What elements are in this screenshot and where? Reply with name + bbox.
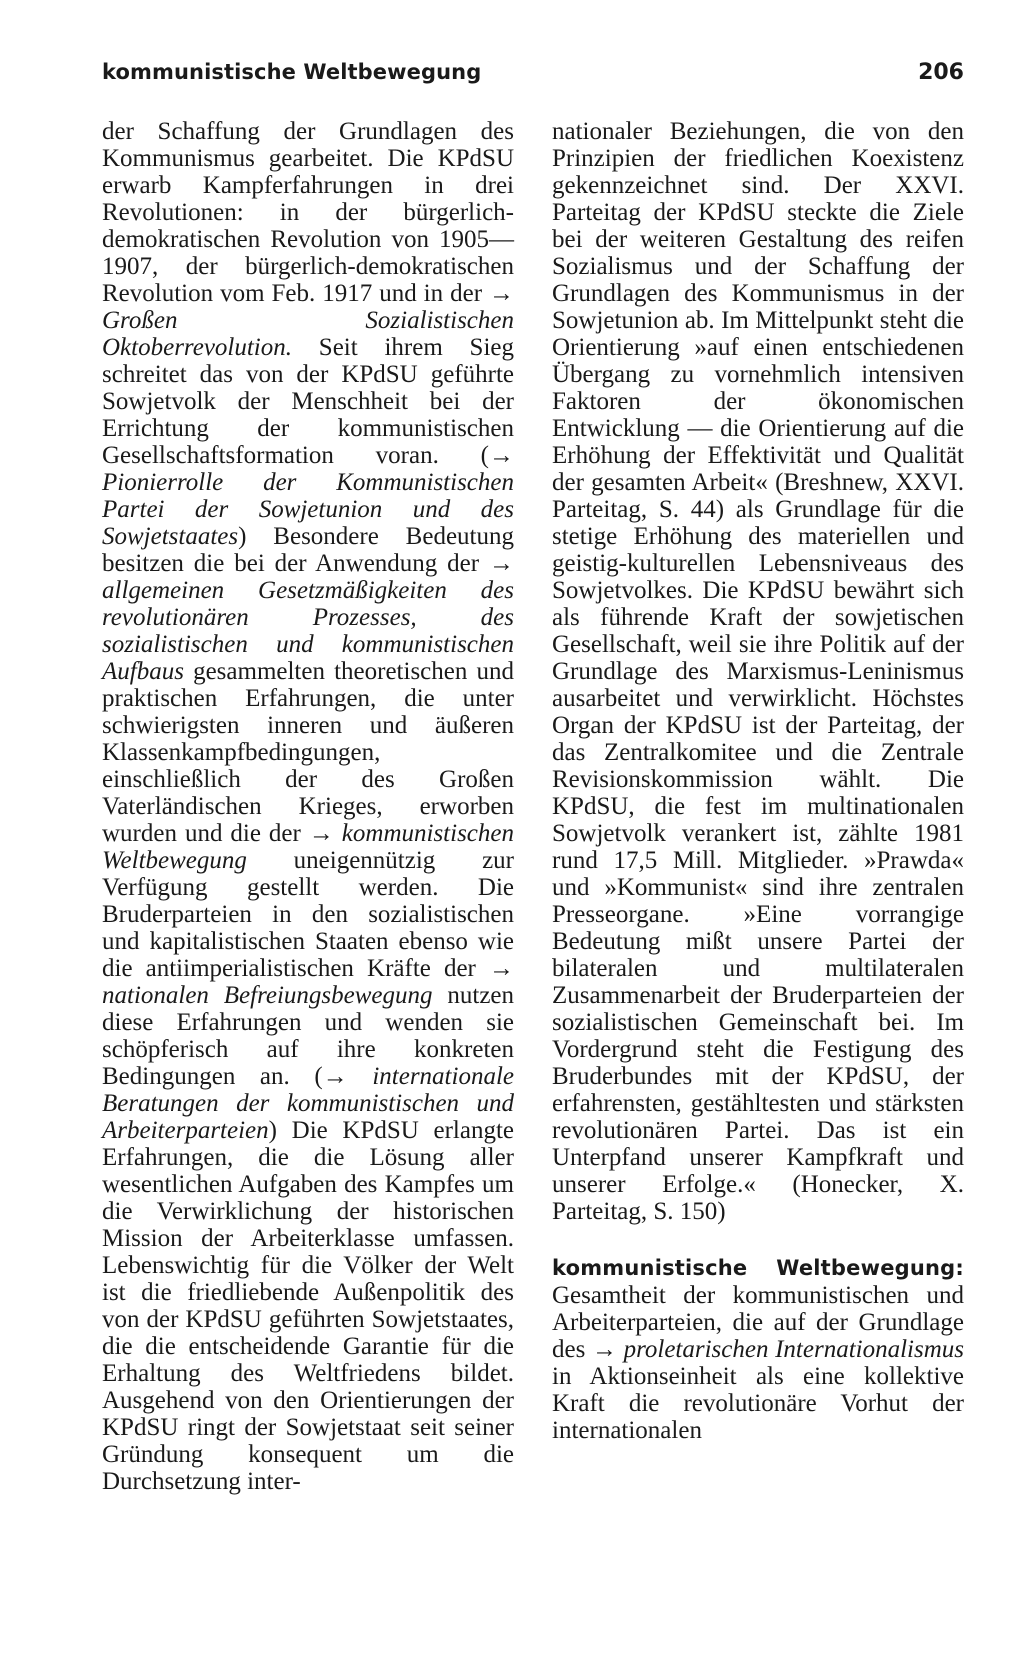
cross-reference: nationalen Befreiungsbewegung [102, 982, 433, 1009]
cross-reference: kommunistischen Weltbewegung [102, 820, 514, 874]
running-head: kommunistische Weltbewegung [102, 60, 482, 84]
cross-reference: allgemeinen Gesetzmäßigkeiten des revolutionären Prozesses, des sozialistischen und kommunistischen Aufbaus [102, 577, 514, 685]
text-segment: Gesamtheit der kommunistischen und Arbeiterparteien, die auf der Grundlage des → [552, 1282, 964, 1363]
left-column [102, 118, 514, 1495]
text-segment: Seit ihrem Sieg schreitet das von der KPdSU geführte Sowjetvolk der Menschheit bei der Errichtung der kommunistischen Gesellschaftsformation voran. (→ [102, 334, 514, 469]
text-segment: gesammelten theoretischen und praktischen Erfahrungen, die unter schwierigsten inneren und äußeren Klassenkampfbedingungen, einschließlich der des Großen Vaterländischen Krieges, erworben wurden und die der → [102, 658, 514, 847]
text-segment: in Aktionseinheit als eine kollektive Kraft die revolutionäre Vorhut der internationalen [552, 1363, 964, 1444]
page-header [102, 58, 964, 92]
left-column-text [102, 118, 514, 1495]
dictionary-entry [552, 1254, 964, 1444]
right-column [552, 118, 964, 1444]
cross-reference: internationale Beratungen der kommunistischen und Arbeiterparteien [102, 1063, 514, 1144]
text-segment: ) Besondere Bedeutung besitzen die bei der Anwendung der → [102, 523, 514, 577]
text-segment: nationaler Beziehungen, die von den Prinzipien der friedlichen Koexistenz gekennzeichnet sind. Der XXVI. Parteitag der KPdSU steckte die Ziele bei der weiteren Gestaltung des reifen Sozialismus und der Schaffung der Grundlagen des Kommunismus in der Sowjetunion ab. Im Mittelpunkt steht die Orientierung »auf einen entschiedenen Übergang zu vornehmlich intensiven Faktoren der ökonomischen Entwicklung — die Orientierung auf die Erhöhung der Effektivität und Qualität der gesamten Arbeit« (Breshnew, XXVI. Parteitag, S. 44) als Grundlage für die stetige Erhöhung des materiellen und geistig-kulturellen Lebensniveaus des Sowjetvolkes. Die KPdSU bewährt sich als führende Kraft der sowjetischen Gesellschaft, weil sie ihre Politik auf der Grundlage des Marxismus-Leninismus ausarbeitet und verwirklicht. Höchstes Organ der KPdSU ist der Parteitag, der das Zentralkomitee und die Zentrale Revisionskommission wählt. Die KPdSU, die fest im multinationalen Sowjetvolk verankert ist, zählte 1981 rund 17,5 Mill. Mitglieder. »Prawda« und »Kommunist« sind ihre zentralen Presseorgane. »Eine vorrangige Bedeutung mißt unsere Partei der bilateralen und multilateralen Zusammenarbeit der Bruderparteien der sozialistischen Gemeinschaft bei. Im Vordergrund steht die Festigung des Bruderbundes mit der KPdSU, der erfahrensten, gestähltesten und stärksten revolutionären Partei. Das ist ein Unterpfand unserer Kampfkraft und unserer Erfolge.« (Honecker, X. Parteitag, S. 150) [552, 118, 964, 1225]
cross-reference: proletarischen Internationalismus [623, 1336, 965, 1363]
text-segment: der Schaffung der Grundlagen des Kommunismus gearbeitet. Die KPdSU erwarb Kampferfahrungen in drei Revolutionen: in der bürgerlich-demokratischen Revolution von 1905—1907, der bürgerlich-demokratischen Revolution vom Feb. 1917 und in der → [102, 118, 514, 307]
page-number: 206 [918, 60, 964, 85]
text-segment: ) Die KPdSU erlangte Erfahrungen, die die Lösung aller wesentlichen Aufgaben des Kampfes um die Verwirklichung der historischen Mission der Arbeiterklasse umfassen. Lebenswichtig für die Völker der Welt ist die friedliebende Außenpolitik des von der KPdSU geführten Sowjetstaates, die die entscheidende Garantie für die Erhaltung des Weltfriedens bildet. Ausgehend von den Orientierungen der KPdSU ringt der Sowjetstaat seit seiner Gründung konsequent um die Durchsetzung inter- [102, 1117, 514, 1495]
entry-headword: kommunistische Weltbewegung: [552, 1256, 964, 1280]
text-segment: uneigennützig zur Verfügung gestellt werden. Die Bruderparteien in den sozialistischen und kapitalistischen Staaten ebenso wie die antiimperialistischen Kräfte der → [102, 847, 514, 982]
right-column-text [552, 118, 964, 1225]
cross-reference: Großen Sozialistischen Oktoberrevolution. [102, 307, 514, 361]
text-segment: nutzen diese Erfahrungen und wenden sie schöpferisch auf ihre konkreten Bedingungen an. (→ [102, 982, 515, 1090]
cross-reference: Pionierrolle der Kommunistischen Partei der Sowjetunion und des Sowjetstaates [102, 469, 514, 550]
